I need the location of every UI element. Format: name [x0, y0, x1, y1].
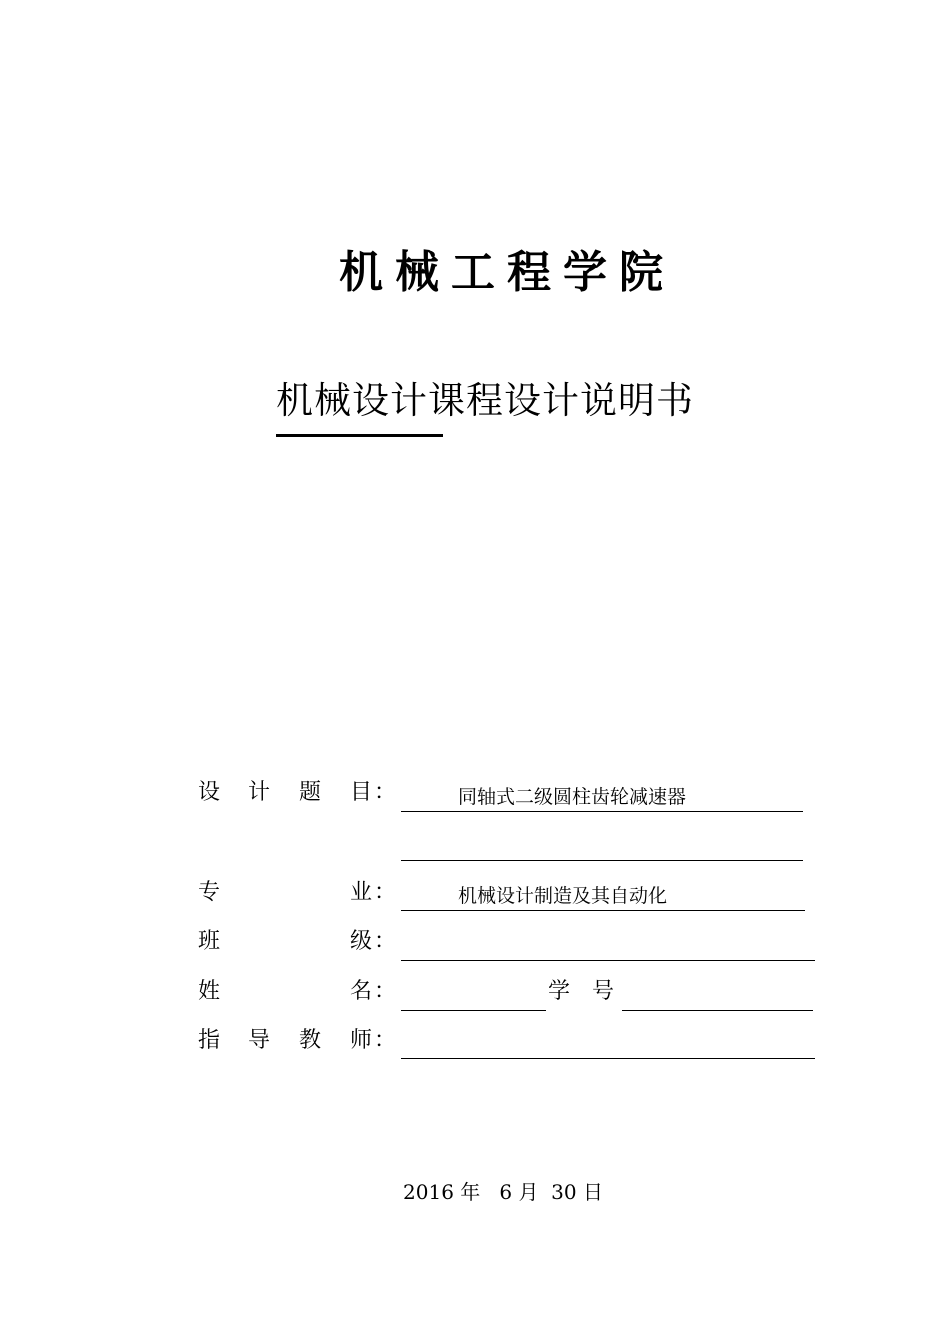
name-label-colon: ： — [374, 979, 397, 1004]
topic-value: 同轴式二级圆柱齿轮减速器 — [458, 786, 687, 808]
name-label — [198, 977, 398, 1007]
topic-label-char: 设 — [198, 780, 221, 805]
topic-line — [401, 811, 803, 812]
major-label-colon: ： — [374, 880, 397, 905]
date: 2016 年 6 月 30 日 — [403, 1180, 603, 1204]
topic-label-char: 计 — [248, 780, 271, 805]
major-line — [401, 910, 805, 911]
topic-label-colon: ： — [374, 780, 397, 805]
topic-label-char: 目 — [350, 780, 373, 805]
college-title: 机械工程学院 — [339, 247, 675, 298]
major-label — [198, 878, 398, 908]
advisor-label-char: 指 — [198, 1028, 221, 1053]
topic-line-2 — [401, 860, 803, 861]
advisor-label-char: 教 — [299, 1028, 322, 1053]
student-id-line — [622, 1010, 813, 1011]
major-label-char: 业 — [350, 880, 373, 905]
major-value: 机械设计制造及其自动化 — [458, 885, 668, 907]
class-label-char: 级 — [350, 929, 373, 954]
advisor-label-char: 师 — [350, 1028, 373, 1053]
topic-label-char: 题 — [299, 780, 322, 805]
advisor-line — [401, 1058, 815, 1059]
advisor-label — [198, 1026, 398, 1056]
name-label-char: 姓 — [198, 979, 221, 1004]
advisor-label-char: 导 — [248, 1028, 271, 1053]
student-id-label: 学 号 — [548, 979, 615, 1004]
name-line — [401, 1010, 546, 1011]
class-label — [198, 927, 398, 957]
class-label-colon: ： — [374, 929, 397, 954]
class-label-char: 班 — [198, 929, 221, 954]
title-underline — [276, 434, 443, 437]
topic-label — [198, 778, 398, 808]
name-label-char: 名 — [350, 979, 373, 1004]
class-line — [401, 960, 815, 961]
major-label-char: 专 — [198, 880, 221, 905]
document-title: 机械设计课程设计说明书 — [276, 379, 694, 422]
advisor-label-colon: ： — [374, 1028, 397, 1053]
